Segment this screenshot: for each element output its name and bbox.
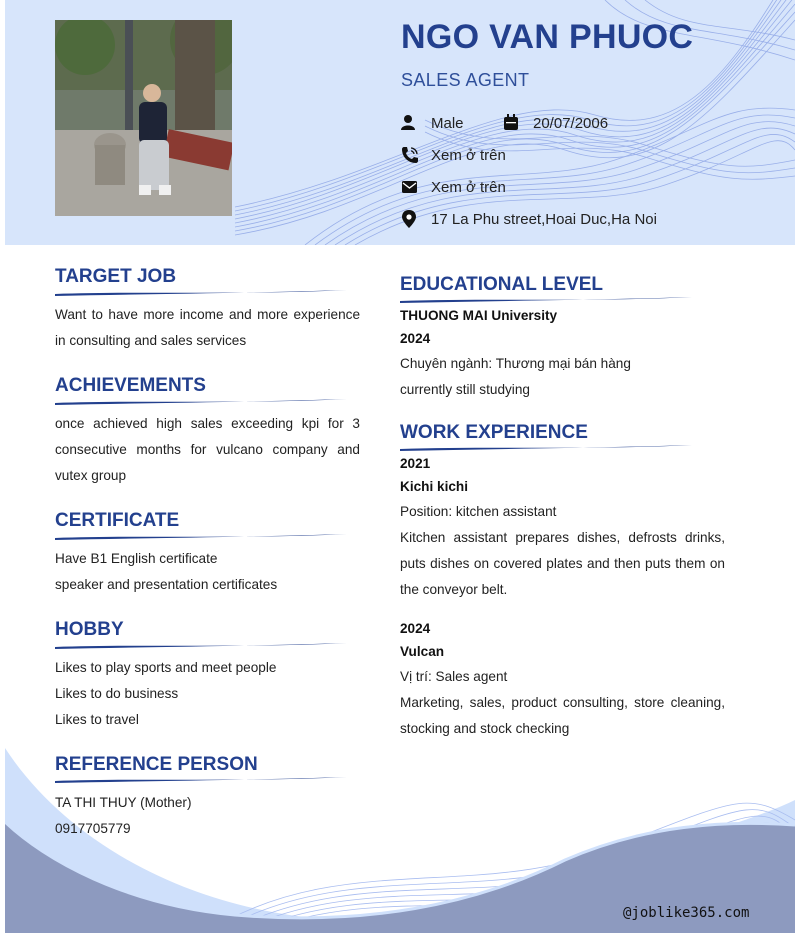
gender-value: Male xyxy=(431,115,464,132)
certificate-item: Have B1 English certificate xyxy=(55,551,218,566)
phone-value: Xem ở trên xyxy=(431,147,506,164)
target-job-text: Want to have more income and more experience in consulting and sales services xyxy=(55,307,360,348)
phone-icon xyxy=(401,146,419,164)
job-title: SALES AGENT xyxy=(401,70,530,90)
reference-heading: REFERENCE PERSON xyxy=(55,754,258,775)
job-year: 2021 xyxy=(400,456,431,471)
heading-underline xyxy=(400,443,695,453)
target-job-heading: TARGET JOB xyxy=(55,266,177,287)
job-description: Kitchen assistant prepares dishes, defrosts drinks, puts dishes on covered plates and then puts them on the conveyor belt. xyxy=(400,530,725,597)
education-major: Chuyên ngành: Thương mại bán hàng xyxy=(400,356,631,371)
education-heading: EDUCATIONAL LEVEL xyxy=(400,274,604,295)
achievements-text: once achieved high sales exceeding kpi for 3 consecutive months for vulcano company and vutex group xyxy=(55,416,360,483)
resume-page xyxy=(5,0,795,933)
certificate-list xyxy=(55,546,360,598)
reference-list xyxy=(55,790,360,842)
heading-underline xyxy=(55,397,350,407)
education-status: currently still studying xyxy=(400,382,530,397)
calendar-icon xyxy=(503,114,521,132)
user-icon xyxy=(401,114,419,132)
hobby-item: Likes to play sports and meet people xyxy=(55,660,277,675)
envelope-icon xyxy=(401,178,419,196)
email-value: Xem ở trên xyxy=(431,179,506,196)
location-pin-icon xyxy=(401,210,419,228)
reference-phone: 0917705779 xyxy=(55,821,131,836)
job-company: Kichi kichi xyxy=(400,479,468,494)
job-description: Marketing, sales, product consulting, store cleaning, stocking and stock checking xyxy=(400,695,725,736)
job-position: Vị trí: Sales agent xyxy=(400,669,508,684)
hobby-item: Likes to do business xyxy=(55,686,179,701)
heading-underline xyxy=(55,532,350,542)
heading-underline xyxy=(55,775,350,785)
watermark: @joblike365.com xyxy=(623,905,750,921)
hobby-item: Likes to travel xyxy=(55,712,139,727)
achievements-heading: ACHIEVEMENTS xyxy=(55,375,206,396)
school-name: THUONG MAI University xyxy=(400,308,558,323)
hobby-heading: HOBBY xyxy=(55,619,124,640)
job-position: Position: kitchen assistant xyxy=(400,504,557,519)
address-value: 17 La Phu street,Hoai Duc,Ha Noi xyxy=(431,211,657,228)
candidate-name: NGO VAN PHUOC xyxy=(401,18,694,56)
certificate-item: speaker and presentation certificates xyxy=(55,577,278,592)
education-year: 2024 xyxy=(400,331,431,346)
job-year: 2024 xyxy=(400,621,431,636)
profile-photo xyxy=(55,20,232,216)
work-heading: WORK EXPERIENCE xyxy=(400,422,588,443)
education-details xyxy=(400,351,730,403)
reference-name: TA THI THUY (Mother) xyxy=(55,795,192,810)
job-company: Vulcan xyxy=(400,644,445,659)
dob-value: 20/07/2006 xyxy=(533,115,609,132)
certificate-heading: CERTIFICATE xyxy=(55,510,180,531)
heading-underline xyxy=(55,641,350,651)
hobby-list xyxy=(55,655,360,733)
heading-underline xyxy=(400,295,695,305)
heading-underline xyxy=(55,288,350,298)
